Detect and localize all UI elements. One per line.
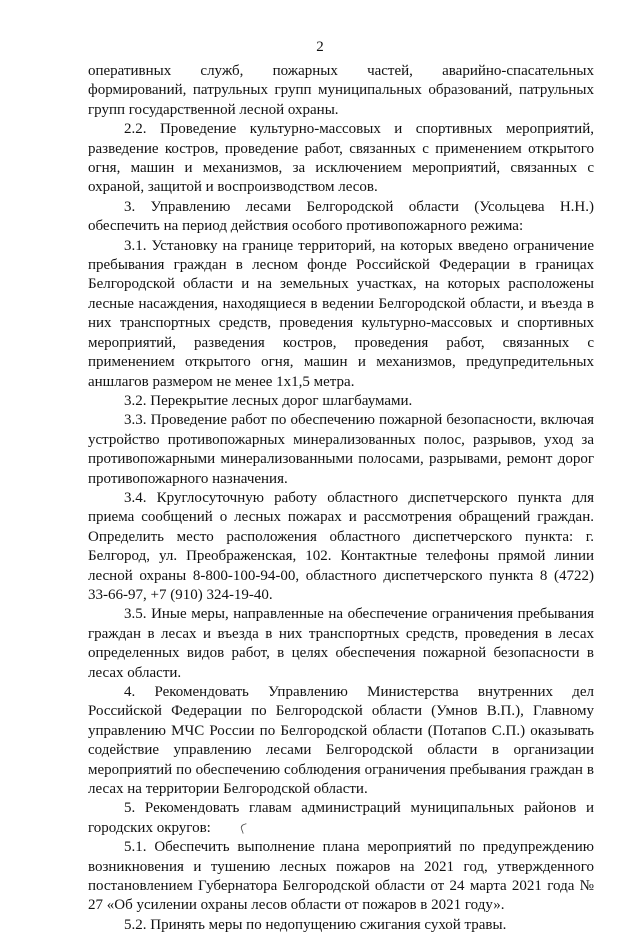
stray-pen-mark — [240, 823, 250, 834]
paragraph-5-2: 5.2. Принять меры по недопущению сжигания сухой травы. — [124, 916, 507, 933]
paragraph-3-5: 3.5. Иные меры, направленные на обеспечение ограничения пребывания граждан в лесах и въезда в них транспортных средств, проведения в лесах определенных видов работ, в целях обеспечения пожарной безопасности в лесах области. — [88, 606, 594, 681]
document-body — [88, 62, 594, 935]
paragraph-3-1: 3.1. Установку на границе территорий, на которых введено ограничение пребывания граждан в лесном фонде Российской Федерации в границах Белгородской области и на земельных участках, на которых расположены лесные насаждения, находящиеся в ведении Белгородской области, и въезда в них транспортных средств, проведения культурно-массовых и спортивных мероприятий, разведения костров, проведения работ, связанных с применением открытого огня, машин и механизмов, предупредительных аншлагов размером не менее 1х1,5 метра. — [88, 237, 594, 390]
paragraph-5-text: 5. Рекомендовать главам администраций муниципальных районов и городских округов: — [88, 800, 594, 836]
paragraph-3-3: 3.3. Проведение работ по обеспечению пожарной безопасности, включая устройство противопожарных минерализованных полос, разрывов, уход за противопожарными минерализованными полосами, разрывами, ремонт дорог противопожарного назначения. — [88, 412, 594, 487]
paragraph-5-1: 5.1. Обеспечить выполнение плана мероприятий по предупреждению возникновения и тушению лесных пожаров на 2021 год, утвержденного постановлением Губернатора Белгородской области от 24 марта 2021 года № 27 «Об усилении охраны лесов области от пожаров в 2021 году». — [88, 839, 594, 914]
paragraph-3-4: 3.4. Круглосуточную работу областного диспетчерского пункта для приема сообщений о лесных пожарах и рассмотрения обращений граждан. Определить место расположения областного диспетчерского пункта: г. Белгород, ул. Преображенская, 102. Контактные телефоны прямой линии лесной охраны 8-800-100-94-00, областного диспетчерского пункта 8 (4722) 33-66-97, +7 (910) 324-19-40. — [88, 489, 594, 603]
paragraph-2-2: 2.2. Проведение культурно-массовых и спортивных мероприятий, разведение костров, проведение работ, связанных с применением открытого огня, машин и механизмов, за исключением мероприятий, связанных с охраной, защитой и воспроизводством лесов. — [88, 121, 594, 196]
paragraph-3: 3. Управлению лесами Белгородской области (Усольцева Н.Н.) обеспечить на период действия особого противопожарного режима: — [88, 198, 594, 235]
paragraph-continuation: оперативных служб, пожарных частей, аварийно-спасательных формирований, патрульных групп муниципальных образований, патрульных групп государственной лесной охраны. — [88, 63, 594, 118]
paragraph-4: 4. Рекомендовать Управлению Министерства внутренних дел Российской Федерации по Белгородской области (Умнов В.П.), Главному управлению МЧС России по Белгородской области (Потапов С.П.) оказывать содействие управлению лесами Белгородской области в организации мероприятий по обеспечению соблюдения ограничения пребывания граждан в лесах на территории Белгородской области. — [88, 684, 594, 798]
page-number: 2 — [316, 39, 324, 55]
paragraph-5 — [88, 799, 594, 838]
paragraph-3-2: 3.2. Перекрытие лесных дорог шлагбаумами. — [124, 392, 413, 409]
